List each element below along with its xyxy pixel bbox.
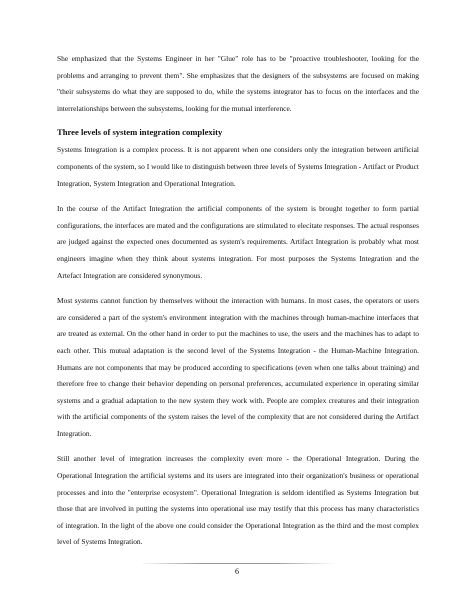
intro-paragraph: She emphasized that the Systems Engineer in her "Glue" role has to be "proactive troubleshooter, looking for the problems and arranging to prevent them". She emphasizes that the designers of the subsystems are focused on making "their subsystems do what they are supposed to do, while the systems integrator has to focus on the interfaces and the interrelationships between the subsystems, looking for the mutual interference.: [57, 54, 419, 113]
paragraph-human-machine-integration: Most systems cannot function by themselves without the interaction with humans. In most cases, the operators or users are considered a part of the system's environment integration with the machines through human-machine interfaces that are treated as external. On the other hand in order to put the machines to use, the users and the machines has to adapt to each other. This mutual adaptation is the second level of the Systems Integration - the Human-Machine Integration. Humans are not components that may be produced according to specifications (even when one talks about training) and therefore free to change their behavior depending on personal preferences, accumulated experience in operating similar systems and a gradual adaptation to the new system they work with. People are complex creatures and their integration with the artificial components of the system raises the level of the complexity that are not considered during the Artifact Integration.: [57, 296, 419, 438]
footer-divider: [140, 563, 335, 564]
paragraph-artifact-integration: In the course of the Artifact Integration the artificial components of the system is brought together to form partial configurations, the interfaces are mated and the configurations are stimulated to elecitate responses. The actual responses are judged against the expected ones documented as system's requirements. Artifact Integration is probably what most engineers imagine when they think about systems integration. For most purposes the Systems Integration and the Artefact Integration are considered synonymous.: [57, 204, 419, 280]
page-content: [57, 51, 419, 560]
page-number: 6: [235, 567, 239, 576]
paragraph-systems-integration: Systems Integration is a complex process. It is not apparent when one considers only the integration between artificial components of the system, so I would like to distinguish between three levels of Systems Integration - Artifact or Product Integration, System Integration and Operational Integration.: [57, 145, 419, 188]
paragraph-operational-integration: Still another level of integration increases the complexity even more - the Operational Integration. During the Operational Integration the artificial systems and its users are integrated into their organization's business or operational processes and into the "enterprise ecosystem". Operational Integration is seldom identified as Systems Integration but those that are involved in putting the systems into operational use may testify that this process has many characteristics of integration. In the light of the above one could consider the Operational Integration as the third and the most complex level of Systems Integration.: [57, 454, 419, 547]
section-heading: Three levels of system integration complexity: [57, 127, 223, 138]
